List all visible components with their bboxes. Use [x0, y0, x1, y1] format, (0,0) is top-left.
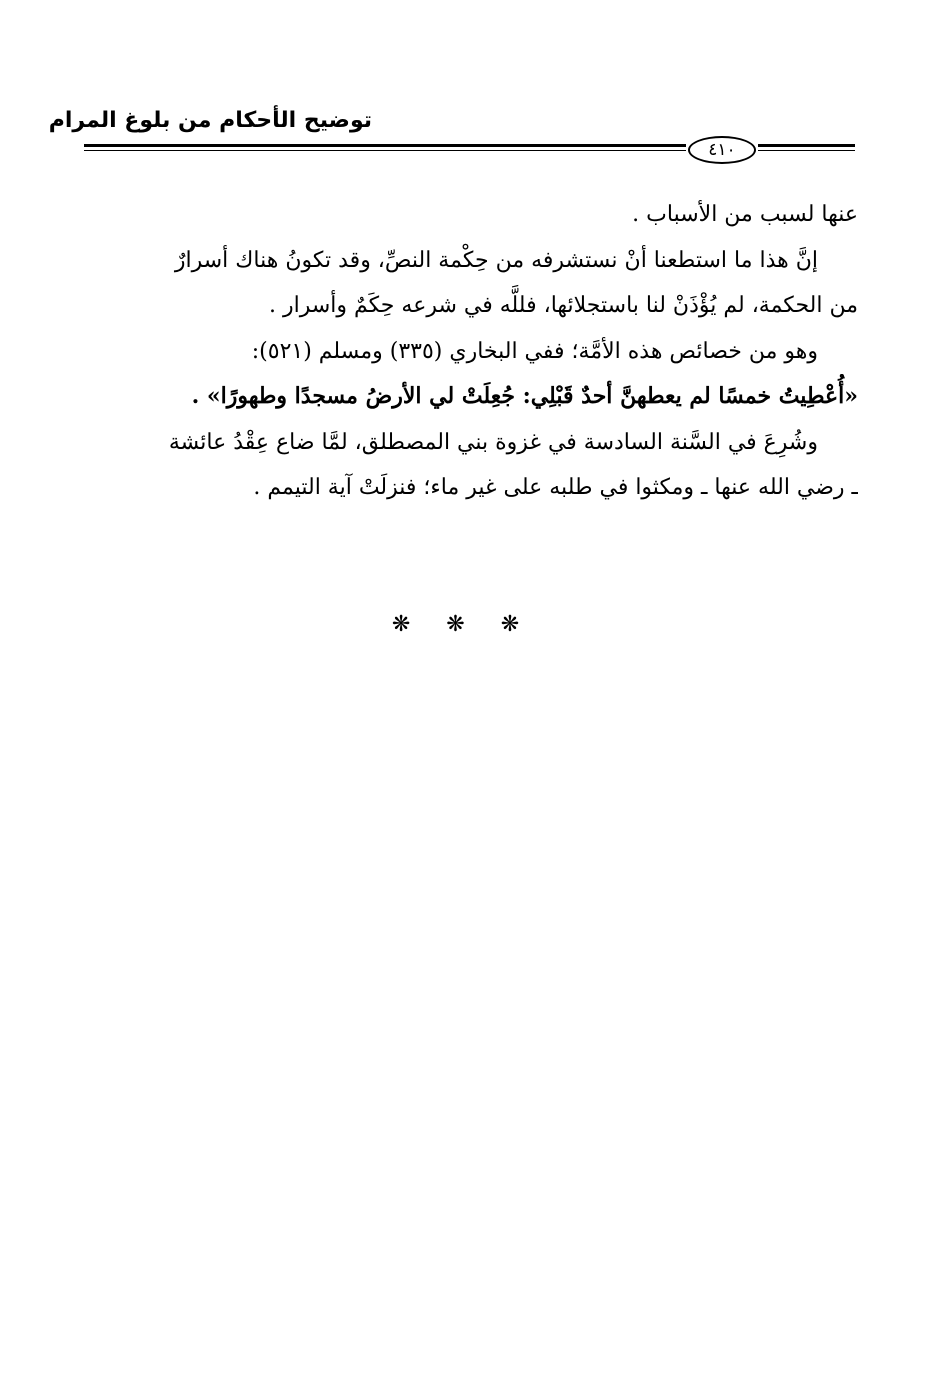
hadith-quote-line: «أُعْطِيتُ خمسًا لم يعطهنَّ أحدٌ قَبْلِي: جُعِلَتْ لي الأرضُ مسجدًا وطهورًا» . — [191, 383, 858, 409]
body-line: ـ رضي الله عنها ـ ومكثوا في طلبه على غير ماء؛ فنزلَتْ آية التيمم . — [253, 475, 858, 500]
header-rule-left — [84, 144, 686, 154]
body-line: إنَّ هذا ما استطعنا أنْ نستشرفه من حِكْمة النصِّ، وقد تكونُ هناك أسرارٌ — [174, 247, 818, 273]
running-header-title: توضيح الأحكام من بلوغ المرام — [48, 108, 372, 133]
header-rule-right — [758, 144, 855, 154]
body-line: وشُرِعَ في السَّنة السادسة في غزوة بني المصطلق، لمَّا ضاع عِقْدُ عائشة — [168, 429, 818, 455]
body-line: عنها لسبب من الأسباب . — [632, 202, 858, 227]
page-body-text — [82, 192, 858, 511]
page-number: ٤١٠ — [688, 136, 756, 164]
section-separator-stars: ❋❋❋ — [391, 612, 556, 637]
body-line: وهو من خصائص هذه الأمَّة؛ ففي البخاري (٣٣٥) ومسلم (٥٢١): — [251, 338, 818, 364]
body-line: من الحكمة، لم يُؤْذَنْ لنا باستجلائها، فللَّه في شرعه حِكَمٌ وأسرار . — [268, 293, 858, 318]
